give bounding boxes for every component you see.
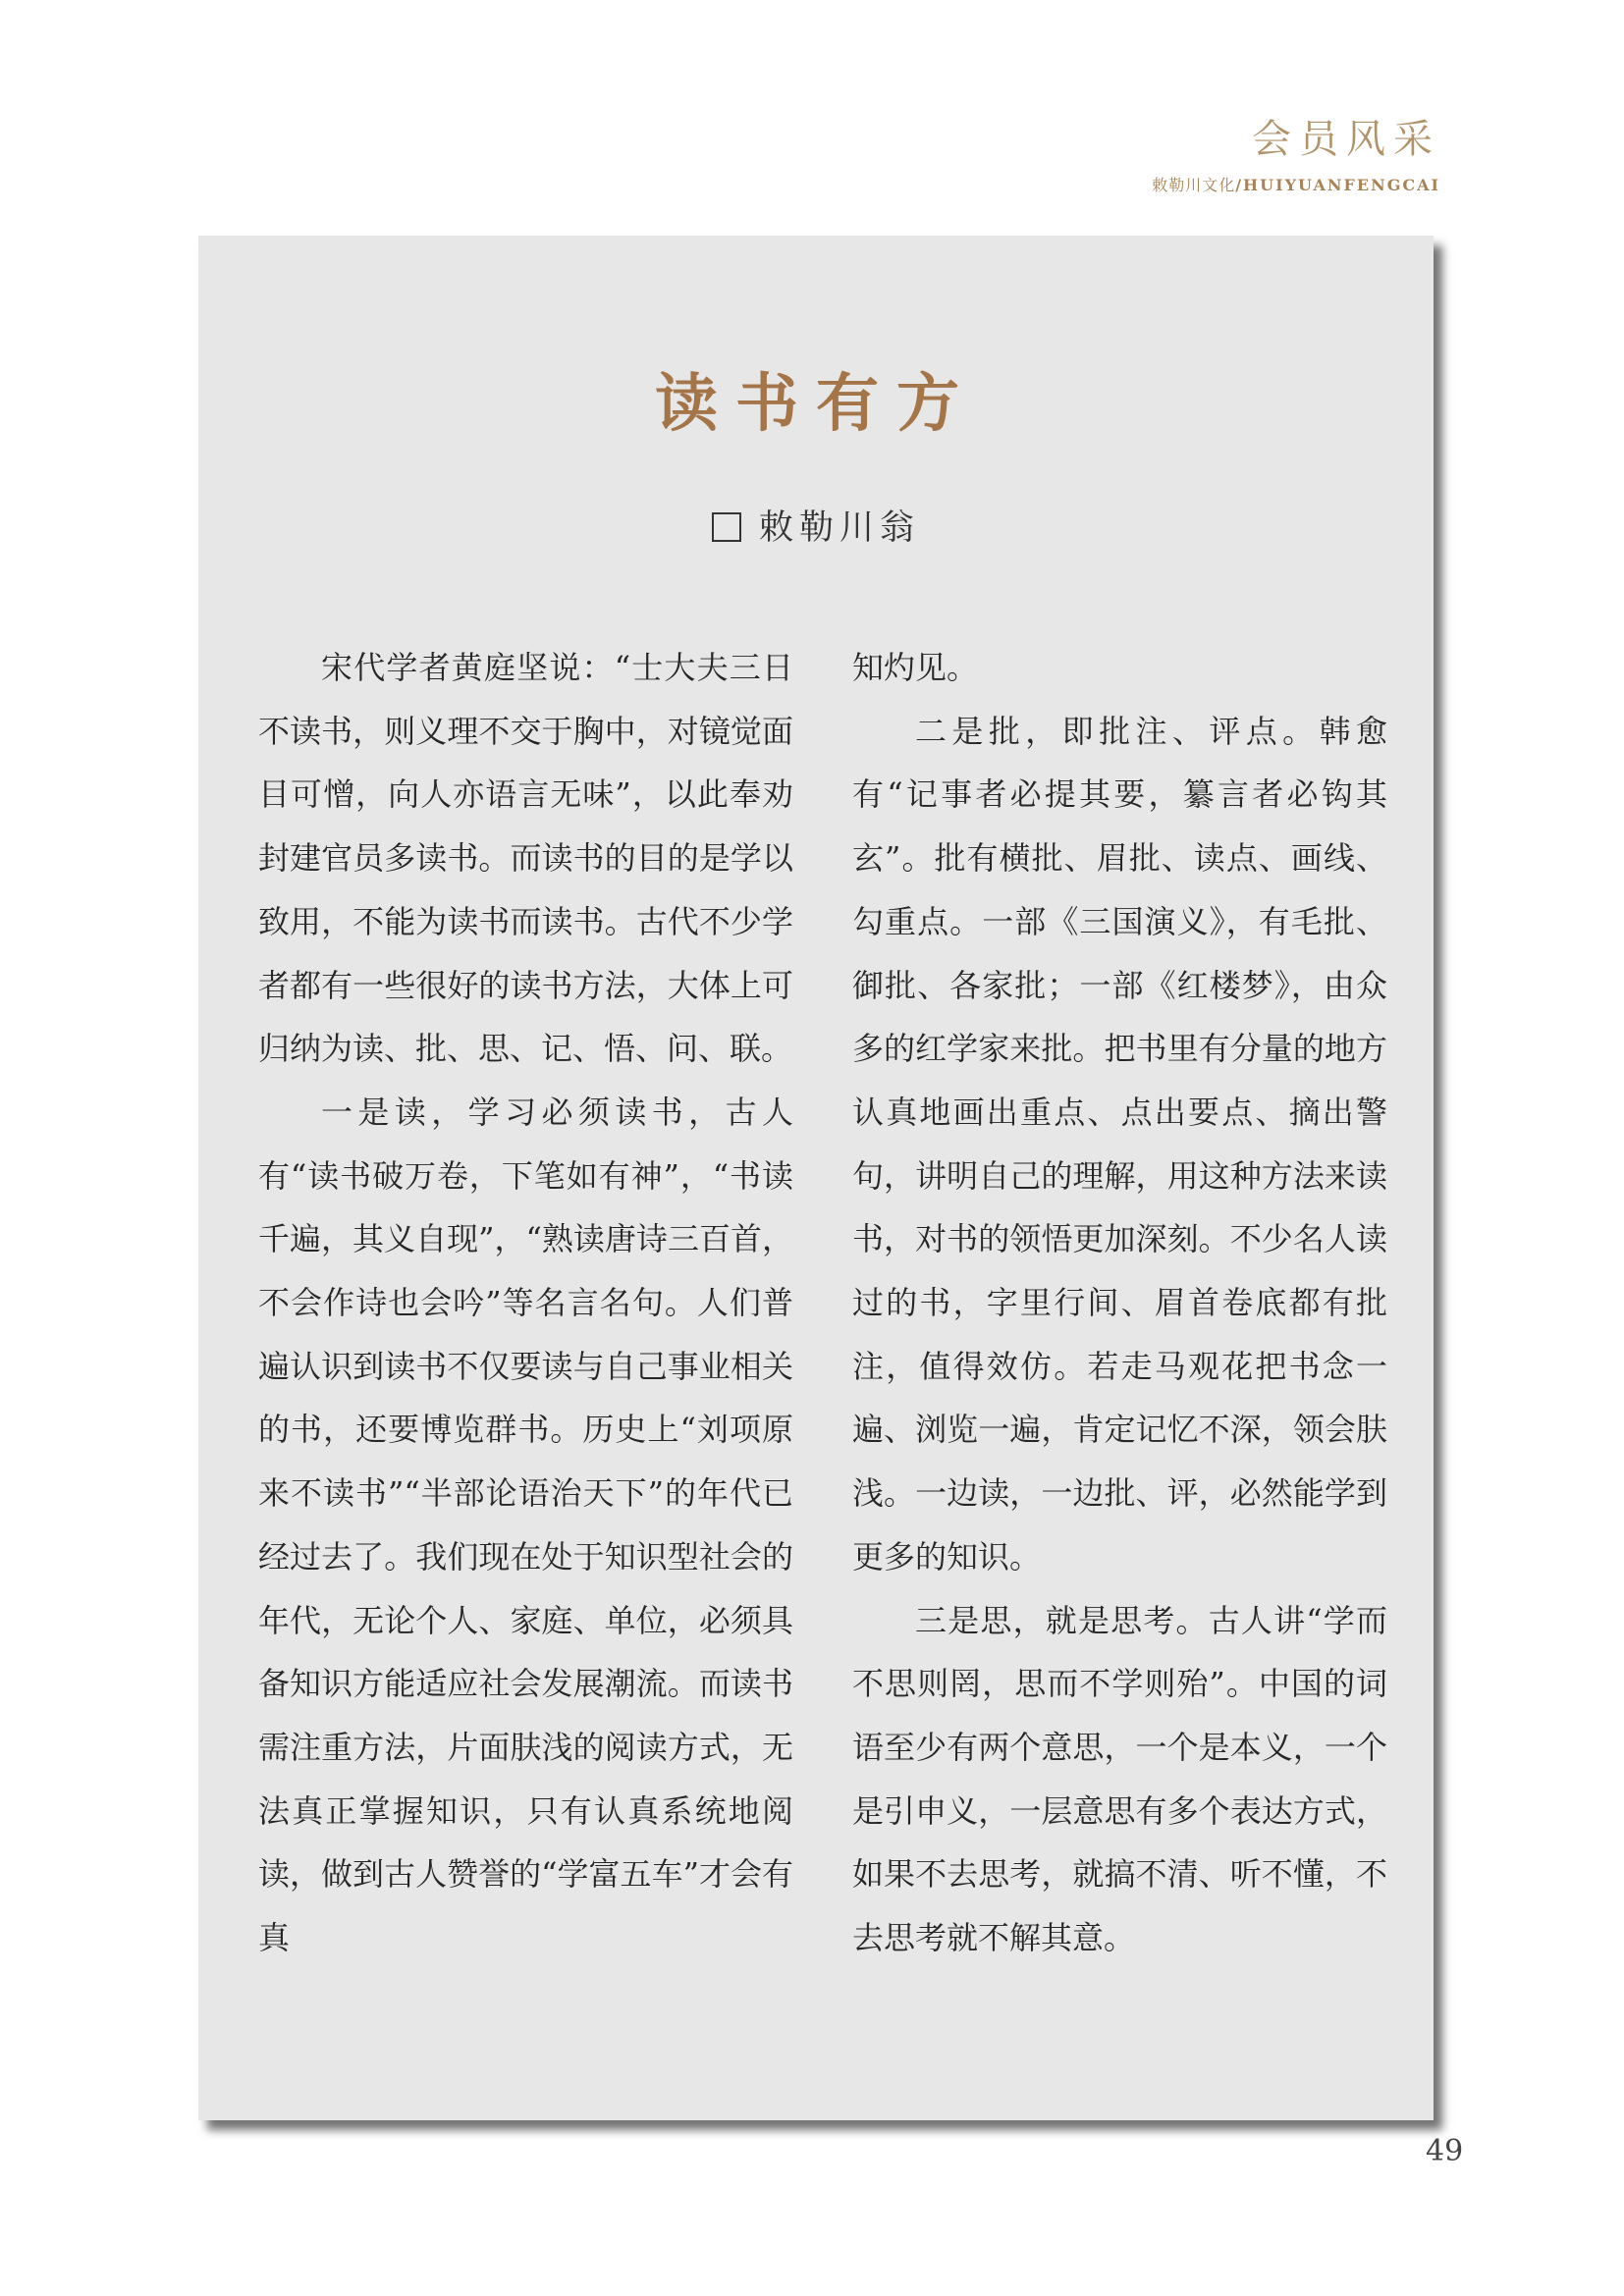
- paragraph: 三是思，就是思考。古人讲“学而不思则罔，思而不学则殆”。中国的词语至少有两个意思，一个是本义，一个是引申义，一层意思有多个表达方式，如果不去思考，就搞不清、听不懂，不去思考就不解其意。: [852, 1601, 1387, 1957]
- section-subtitle-en: /HUIYUANFENGCAI: [1235, 176, 1440, 194]
- section-header: [1152, 116, 1440, 195]
- paragraph: 一是读，学习必须读书，古人有“读书破万卷，下笔如有神”，“书读千遍，其义自现”，“熟读唐诗三百首，不会作诗也会吟”等名言名句。人们普遍认识到读书不仅要读与自己事业相关的书，还要博览群书。历史上“刘项原来不读书”“半部论语治天下”的年代已经过去了。我们现在处于知识型社会的年代，无论个人、家庭、单位，必须具备知识方能适应社会发展潮流。而读书需注重方法，片面肤浅的阅读方式，无法真正掌握知识，只有认真系统地阅读，做到古人赞誉的“学富五车”才会有真: [258, 1093, 793, 1957]
- paragraph: 宋代学者黄庭坚说：“士大夫三日不读书，则义理不交于胸中，对镜觉面目可憎，向人亦语言无味”，以此奉劝封建官员多读书。而读书的目的是学以致用，不能为读书而读书。古代不少学者都有一些很好的读书方法，大体上可归纳为读、批、思、记、悟、问、联。: [258, 649, 793, 1068]
- paragraph: 二是批，即批注、评点。韩愈有“记事者必提其要，纂言者必钩其玄”。批有横批、眉批、读点、画线、勾重点。一部《三国演义》，有毛批、御批、各家批；一部《红楼梦》，由众多的红学家来批。把书里有分量的地方认真地画出重点、点出要点、摘出警句，讲明自己的理解，用这种方法来读书，对书的领悟更加深刻。不少名人读过的书，字里行间、眉首卷底都有批注，值得效仿。若走马观花把书念一遍、浏览一遍，肯定记忆不深，领会肤浅。一边读，一边批、评，必然能学到更多的知识。: [852, 712, 1387, 1575]
- article-title: 读书有方: [655, 368, 977, 441]
- square-bullet-icon: [712, 512, 741, 542]
- article-panel: [198, 236, 1434, 2120]
- paragraph: 知灼见。: [852, 649, 979, 686]
- left-column: [258, 636, 793, 1970]
- article-byline: [198, 501, 1434, 550]
- page-number: 49: [1426, 2134, 1464, 2168]
- right-column: [852, 636, 1387, 1970]
- section-subtitle-cn: 敕勒川文化: [1152, 176, 1236, 194]
- section-title: 会员风采: [1252, 117, 1440, 162]
- article-author: 敕勒川翁: [758, 508, 920, 548]
- section-subtitle: [1152, 173, 1440, 195]
